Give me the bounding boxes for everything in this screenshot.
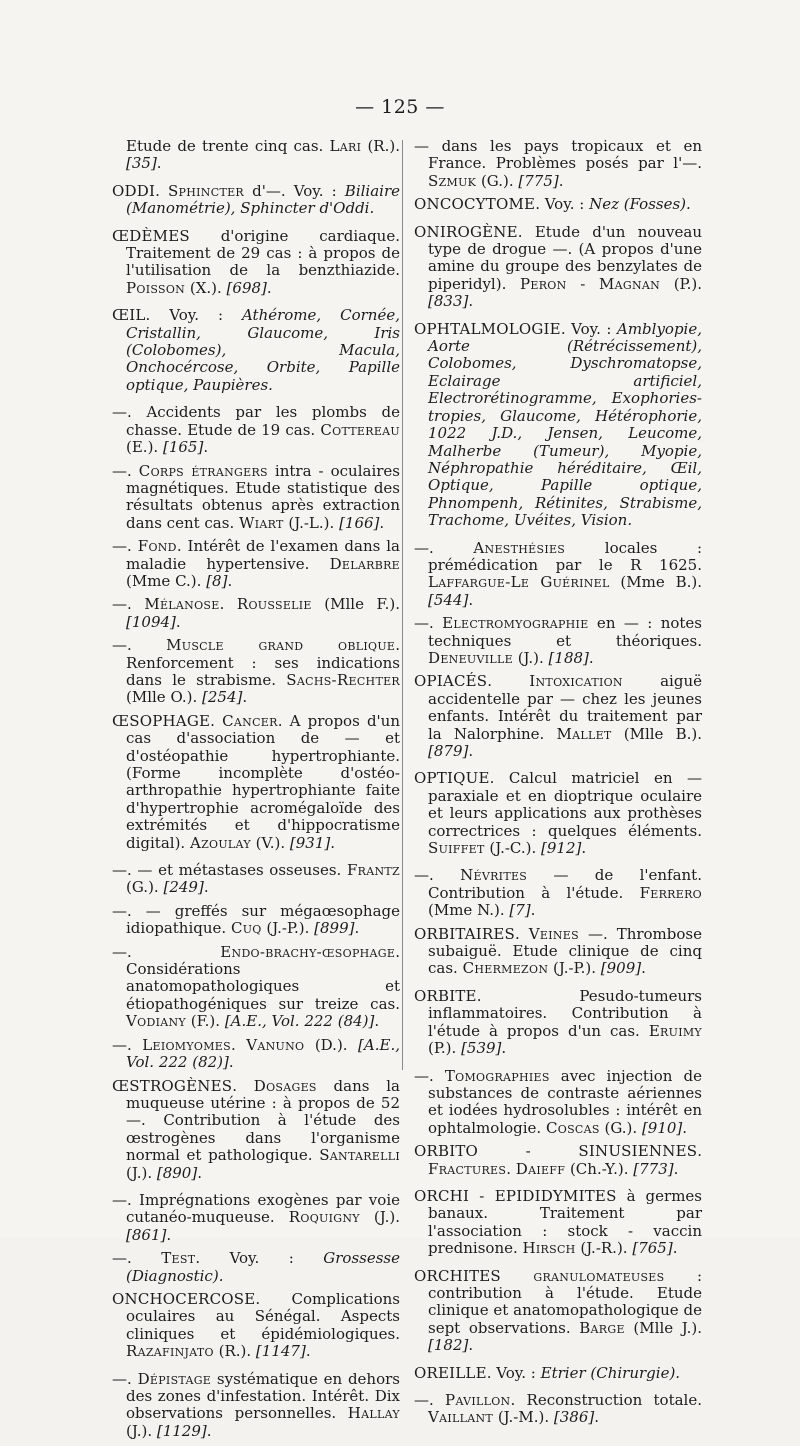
- entry-text: —. Accidents par les plombs de chasse. Etude de 19 cas.: [112, 403, 400, 439]
- entry-smallcaps-text: Leiomyomes: [142, 1035, 231, 1054]
- index-entry: [414, 1365, 702, 1382]
- index-subentry: [112, 1371, 400, 1441]
- entry-italic-text: [544]: [428, 590, 469, 609]
- entry-smallcaps-text: Eruimy: [648, 1021, 702, 1040]
- entry-text: avec injection de substances de contraste aériennes et iodées hydrosolubles : intérêt en ophtalmologie.: [428, 1066, 702, 1137]
- entry-text: (J.-P.).: [261, 919, 315, 938]
- entry-italic-text: [775]: [518, 171, 559, 190]
- entry-text: .: [673, 1159, 679, 1178]
- entry-text: .: [501, 1039, 507, 1058]
- index-entry: [414, 673, 702, 760]
- entry-headword: ORBITE: [414, 986, 477, 1005]
- entry-smallcaps-text: Suiffet: [428, 839, 485, 858]
- entry-text: .: [242, 688, 248, 707]
- entry-headword: ŒIL: [112, 306, 146, 325]
- entry-italic-text: [698]: [226, 278, 267, 297]
- entry-smallcaps-text: Chermezon: [462, 959, 549, 978]
- entry-text: (Mlle J.).: [624, 1318, 702, 1337]
- entry-text: Etude de trente cinq cas.: [126, 137, 330, 155]
- entry-text: —. — greffés sur mégaœsophage idiopathique.: [112, 901, 400, 938]
- entry-text: —.: [112, 942, 221, 961]
- entry-text: .: [588, 648, 594, 667]
- entry-headword: OPTIQUE: [414, 769, 490, 788]
- entry-italic-text: [765]: [632, 1239, 673, 1258]
- entry-italic-text: [861]: [126, 1225, 167, 1244]
- entry-text: . Reconstruction totale.: [510, 1391, 702, 1409]
- entry-smallcaps-text: Hirsch: [522, 1239, 576, 1258]
- entry-text: —.: [414, 614, 443, 633]
- entry-italic-text: Athérome, Cornée, Cristallin, Glaucome, Iris (Colobomes), Macula, Onchocércose, Orbite, Papille optique, Paupières.: [126, 306, 400, 394]
- entry-text: .: [468, 292, 474, 311]
- entry-text: locales : prémédication par le R 1625.: [428, 538, 702, 574]
- entry-smallcaps-text: Mallet: [556, 724, 612, 743]
- index-entry: [414, 196, 702, 213]
- entry-italic-text: [1129]: [156, 1421, 207, 1440]
- entry-italic-text: [909]: [600, 959, 642, 978]
- entry-smallcaps-text: Magnan: [598, 274, 661, 293]
- entry-text: —.: [112, 1249, 162, 1268]
- entry-text: .: [330, 833, 336, 852]
- entry-text: — de l'enfant. Contribution à l'étude.: [428, 866, 702, 902]
- entry-text: . Voy. :: [560, 319, 617, 338]
- index-subentry: [112, 944, 400, 1031]
- entry-text: . Etude d'un nouveau type de drogue —. (A propos d'une amine du groupe des benzylates de piperidyl).: [428, 222, 702, 293]
- index-subentry: [112, 903, 400, 938]
- entry-text: .: [641, 959, 646, 978]
- entry-text: dans la muqueuse utérine : à propos de 52 —. Contribution à l'étude des œstrogènes dans l'organisme normal et pathologique.: [126, 1076, 400, 1165]
- entry-text: . Renforcement : ses indications dans le strabisme.: [126, 636, 400, 689]
- entry-text: —. Thrombose subaiguë. Etude clinique de cinq cas.: [428, 924, 702, 978]
- entry-text: (G.).: [476, 171, 519, 190]
- entry-text: (J.-P.).: [548, 959, 601, 978]
- entry-text: —.: [112, 595, 145, 614]
- index-entry: [112, 307, 400, 394]
- index-subentry: [112, 862, 400, 897]
- entry-smallcaps-text: Cuq: [230, 919, 262, 938]
- entry-smallcaps-text: Muscle grand oblique: [166, 636, 396, 655]
- entry-smallcaps-text: Szmuk: [428, 171, 477, 190]
- entry-italic-text: Amblyopie, Aorte (Rétrécissement), Colobomes, Dyschromatopse, Eclairage artificiel, Electrorétinogramme, Exophories-tropies, Glaucome, Hétérophorie, 1022 J.D., Jensen, Leucome, Malherbe (Tumeur), Myopie, Néphropathie héréditaire, Œil, Optique, Papille optique, Phnompenh, Rétinites, Strabisme, Trachome, Uvéites, Vision.: [428, 319, 702, 530]
- entry-text: . Voy. :: [145, 306, 242, 325]
- entry-headword: ORBITO - SINUSIENNES: [414, 1142, 698, 1161]
- index-entry: [414, 1188, 702, 1258]
- entry-text: (Ch.-Y.).: [565, 1159, 634, 1178]
- entry-smallcaps-text: granulomateuses: [533, 1266, 665, 1285]
- entry-italic-text: [912]: [541, 839, 582, 858]
- entry-text: —.: [414, 538, 474, 557]
- index-subentry: [112, 1192, 400, 1244]
- entry-italic-text: [833]: [428, 292, 469, 311]
- index-entry: [112, 228, 400, 298]
- index-entry: [414, 988, 702, 1058]
- entry-smallcaps-text: Mélanose: [144, 595, 220, 614]
- index-subentry: [414, 138, 702, 190]
- entry-text: (X.).: [185, 278, 227, 297]
- index-subentry: [414, 540, 702, 610]
- entry-smallcaps-text: Intoxication: [529, 672, 623, 691]
- index-entry: [112, 713, 400, 852]
- entry-smallcaps-text: Tomographies: [444, 1066, 550, 1085]
- entry-text: . Intérêt de l'examen dans la maladie hypertensive.: [126, 537, 400, 573]
- entry-italic-text: [931]: [289, 833, 331, 852]
- entry-headword: ODDI: [112, 181, 156, 200]
- entry-italic-text: Biliaire (Manométrie), Sphincter d'Oddi.: [126, 181, 400, 218]
- entry-smallcaps-text: Frantz: [346, 861, 400, 880]
- entry-italic-text: [A.E., Vol. 222 (84)]: [224, 1012, 375, 1031]
- entry-text: .: [379, 513, 385, 532]
- entry-smallcaps-text: Vanuno: [246, 1035, 305, 1054]
- entry-text: .: [468, 590, 474, 609]
- entry-text: en — : notes techniques et théoriques.: [428, 614, 702, 650]
- entry-smallcaps-text: Sphincter: [167, 181, 244, 200]
- entry-headword: ORCHITES: [414, 1266, 501, 1285]
- entry-smallcaps-text: Ferrero: [639, 883, 702, 902]
- entry-smallcaps-text: Azoulay: [189, 833, 251, 852]
- entry-smallcaps-text: Fond: [137, 537, 177, 556]
- entry-smallcaps-text: Electromyographie: [442, 614, 589, 633]
- entry-italic-text: [910]: [641, 1118, 683, 1137]
- index-subentry: [112, 637, 400, 707]
- index-subentry: [414, 1068, 702, 1138]
- entry-smallcaps-text: Corps étrangers: [138, 461, 268, 480]
- entry-text: —.: [112, 1035, 143, 1054]
- entry-italic-text: [35]: [126, 154, 157, 173]
- entry-text: . Complications oculaires au Sénégal. Aspects cliniques et épidémiologiques.: [126, 1289, 400, 1343]
- entry-text: —.: [112, 537, 138, 556]
- entry-text: (G.).: [599, 1118, 642, 1137]
- entry-text: —.: [112, 461, 139, 480]
- index-entry: [414, 926, 702, 978]
- entry-text: . Calcul matriciel en — paraxiale et en dioptrique oculaire et leurs applications aux prothèses correctrices : quelques éléments.: [428, 769, 702, 840]
- entry-italic-text: [182]: [428, 1336, 469, 1355]
- entry-text: d'origine cardiaque. Traitement de 29 cas : à propos de l'utilisation de la benzthiazide.: [126, 226, 400, 280]
- entry-text: .: [219, 595, 237, 614]
- entry-italic-text: Grossesse (Diagnostic).: [126, 1249, 400, 1285]
- entry-text: (J.).: [512, 648, 549, 667]
- entry-text: .: [468, 742, 474, 760]
- entry-headword: ŒSTROGÈNES: [112, 1076, 233, 1095]
- entry-smallcaps-text: Anesthésies: [473, 538, 566, 557]
- entry-smallcaps-text: Barge: [579, 1318, 625, 1337]
- entry-smallcaps-text: Vodiany: [126, 1012, 186, 1031]
- entry-smallcaps-text: Hallay: [347, 1404, 400, 1423]
- entry-headword: ONIROGÈNE: [414, 222, 518, 241]
- entry-smallcaps-text: Vaillant: [428, 1408, 494, 1427]
- entry-text: .: [203, 438, 209, 457]
- entry-smallcaps-text: Cancer: [222, 711, 278, 730]
- entry-italic-text: [8]: [206, 571, 228, 590]
- index-subentry: [112, 463, 400, 533]
- entry-headword: ONCOCYTOME: [414, 195, 536, 214]
- entry-text: .: [305, 1342, 311, 1361]
- entry-headword: OPIACÉS: [414, 672, 488, 691]
- entry-text: intra - oculaires magnétiques. Etude statistique des résultats obtenus après extraction dans cent cas.: [126, 461, 400, 532]
- entry-text: . Considérations anatomopathologiques et étiopathogéniques sur treize cas.: [126, 942, 400, 1013]
- index-entry: [414, 1143, 702, 1178]
- left-column: [112, 138, 400, 1446]
- entry-text: .: [558, 171, 564, 190]
- entry-text: .: [506, 1159, 516, 1178]
- entry-text: .: [210, 711, 223, 730]
- entry-smallcaps-text: Veines: [528, 924, 579, 943]
- entry-smallcaps-text: Test: [161, 1249, 196, 1268]
- entry-text: [501, 1267, 533, 1285]
- index-entry: [414, 321, 702, 530]
- entry-text: (J.-L.).: [283, 513, 340, 532]
- entry-text: aiguë accidentelle par — chez les jeunes enfants. Intérêt du traitement par la Nalorphine.: [428, 672, 702, 743]
- entry-text: .: [228, 1053, 234, 1072]
- index-subentry: [414, 615, 702, 667]
- entry-headword: ŒSOPHAGE: [112, 711, 211, 730]
- entry-italic-text: [7]: [509, 901, 531, 920]
- entry-italic-text: [166]: [339, 513, 380, 532]
- entry-italic-text: [890]: [156, 1163, 198, 1182]
- entry-italic-text: [188]: [548, 648, 589, 667]
- entry-text: (Mme C.).: [126, 571, 207, 590]
- entry-text: (E.).: [126, 438, 163, 457]
- entry-smallcaps-text: Névrites: [460, 866, 528, 885]
- entry-text: . Voy. :: [535, 195, 590, 214]
- entry-text: .: [374, 1012, 380, 1031]
- entry-smallcaps-text: Poisson: [126, 278, 186, 297]
- entry-text: systématique en dehors des zones d'infestation. Intérêt. Dix observations personnelles.: [126, 1369, 400, 1423]
- entry-text: — dans les pays tropicaux et en France. Problèmes posés par l'—.: [414, 137, 702, 173]
- entry-headword: ORCHI - EPIDIDYMITES: [414, 1186, 617, 1205]
- entry-text: .: [206, 1421, 212, 1440]
- entry-headword: OREILLE: [414, 1363, 487, 1382]
- entry-text: .: [197, 1163, 202, 1182]
- entry-smallcaps-text: Sachs-Rechter: [286, 670, 400, 689]
- entry-headword: ONCHOCERCOSE: [112, 1289, 256, 1308]
- entry-italic-text: Etrier (Chirurgie).: [540, 1363, 681, 1382]
- entry-italic-text: [879]: [428, 742, 469, 760]
- index-entry: [414, 770, 702, 857]
- entry-text: (V.).: [250, 833, 290, 852]
- entry-smallcaps-text: Wiart: [238, 513, 284, 532]
- entry-text: . Pesudo-tumeurs inflammatoires. Contribution à l'étude à propos d'un cas.: [428, 986, 702, 1040]
- entry-text: .: [166, 1225, 172, 1244]
- entry-italic-text: [1147]: [255, 1342, 306, 1361]
- entry-text: .: [156, 154, 162, 173]
- entry-smallcaps-text: Laffargue-Le Guérinel: [428, 573, 610, 592]
- entry-text: —. Imprégnations exogènes par voie cutanéo-muqueuse.: [112, 1190, 400, 1227]
- entry-text: —. — et métastases osseuses.: [112, 861, 347, 880]
- entry-smallcaps-text: Fractures: [428, 1159, 507, 1178]
- entry-smallcaps-text: Roquigny: [288, 1208, 360, 1227]
- entry-text: .: [354, 919, 360, 938]
- index-entry: [112, 183, 400, 218]
- entry-text: —.: [112, 636, 167, 655]
- entry-text: .: [468, 1336, 474, 1355]
- entry-smallcaps-text: Pavillon: [445, 1391, 511, 1409]
- entry-italic-text: [773]: [633, 1159, 674, 1178]
- entry-text: d'—. Voy. :: [244, 181, 345, 200]
- entry-smallcaps-text: Deneuville: [428, 648, 513, 667]
- entry-italic-text: [165]: [162, 438, 204, 457]
- entry-italic-text: [539]: [461, 1039, 502, 1058]
- entry-text: .: [682, 1118, 688, 1137]
- index-subentry: [112, 1037, 400, 1072]
- entry-text: —.: [414, 1066, 445, 1085]
- entry-text: : contribution à l'étude. Etude clinique et anatomopathologique de sept observations.: [428, 1266, 702, 1337]
- entry-text: à germes banaux. Traitement par l'association : stock - vaccin prednisone.: [428, 1186, 702, 1258]
- entry-text: (G.).: [126, 878, 164, 897]
- entry-headword: ŒDÈMES: [112, 226, 190, 245]
- entry-text: . Voy. :: [195, 1249, 324, 1268]
- entry-text: (J.-C.).: [484, 839, 542, 858]
- entry-text: .: [230, 1035, 247, 1054]
- entry-text: (Mlle F.).: [311, 595, 400, 614]
- entry-smallcaps-text: Coscas: [545, 1118, 600, 1137]
- index-entry: [414, 224, 702, 311]
- entry-text: (J.).: [359, 1208, 401, 1227]
- entry-italic-text: [254]: [202, 688, 243, 707]
- entry-text: (D.).: [304, 1035, 359, 1054]
- entry-text: —.: [112, 1369, 138, 1388]
- entry-text: .: [697, 1142, 702, 1161]
- entry-text: (J.-R.).: [575, 1239, 633, 1258]
- entry-text: .: [515, 924, 529, 943]
- entry-smallcaps-text: Razafinjato: [126, 1342, 214, 1361]
- entry-smallcaps-text: Endo-brachy-œsophage: [220, 942, 396, 961]
- entry-text: (Mme B.).: [609, 573, 702, 592]
- entry-italic-text: [899]: [314, 919, 355, 938]
- entry-text: .: [232, 1076, 254, 1095]
- entry-italic-text: [1094]: [126, 612, 176, 631]
- entry-italic-text: [249]: [163, 878, 204, 897]
- entry-text: (R.).: [361, 137, 400, 155]
- entry-text: .: [155, 181, 168, 200]
- index-subentry: [414, 867, 702, 919]
- entry-text: -: [566, 274, 599, 293]
- entry-text: .: [175, 612, 181, 631]
- entry-smallcaps-text: Dépistage: [137, 1369, 212, 1388]
- entry-text: —.: [414, 1391, 446, 1409]
- entry-text: .: [672, 1239, 678, 1258]
- entry-italic-text: [A.E., Vol. 222 (82)]: [126, 1035, 400, 1072]
- entry-text: . A propos d'un cas d'association de — et d'ostéopathie hypertrophiante. (Forme incomplète d'ostéo-arthropathie hypertrophiante faite d'hypertrophie acromégaloïde des extrémités et d'hippocratisme digital).: [126, 711, 400, 852]
- entry-smallcaps-text: Lari: [329, 137, 362, 155]
- entry-smallcaps-text: Rousselie: [236, 595, 312, 614]
- entry-text: (J.).: [126, 1163, 157, 1182]
- entry-text: .: [203, 878, 209, 897]
- index-entry: [112, 1291, 400, 1361]
- entry-text: (J.-M.).: [493, 1408, 554, 1427]
- entry-text: .: [487, 672, 530, 691]
- index-subentry: [112, 138, 400, 173]
- index-subentry: [112, 538, 400, 590]
- entry-text: .: [530, 901, 536, 920]
- entry-smallcaps-text: Peron: [520, 274, 567, 293]
- entry-headword: ORBITAIRES: [414, 924, 516, 943]
- entry-smallcaps-text: Cottereau: [320, 420, 400, 439]
- entry-text: (J.).: [126, 1421, 157, 1440]
- entry-smallcaps-text: Delarbre: [329, 554, 400, 573]
- entry-headword: OPHTALMOLOGIE: [414, 319, 561, 338]
- page-number: — 125 —: [355, 96, 445, 118]
- entry-smallcaps-text: Dosages: [253, 1076, 317, 1095]
- entry-text: .: [594, 1408, 599, 1427]
- index-entry: [414, 1268, 702, 1355]
- entry-text: (P.).: [428, 1039, 462, 1058]
- entry-text: .: [227, 571, 233, 590]
- entry-text: (Mlle B.).: [611, 724, 702, 743]
- entry-italic-text: [386]: [553, 1408, 595, 1427]
- entry-smallcaps-text: Daieff: [515, 1159, 566, 1178]
- entry-smallcaps-text: Santarelli: [319, 1146, 400, 1165]
- column-divider: [402, 140, 403, 1070]
- index-entry: [112, 1078, 400, 1182]
- entry-italic-text: Nez (Fosses).: [589, 195, 691, 214]
- index-subentry: [112, 596, 400, 631]
- entry-text: —.: [414, 866, 461, 885]
- entry-text: (Mme N.).: [428, 901, 510, 920]
- entry-text: (Mlle O.).: [126, 688, 203, 707]
- entry-text: . Voy. :: [486, 1363, 541, 1382]
- index-subentry: [112, 404, 400, 456]
- entry-text: (R.).: [213, 1342, 256, 1361]
- index-subentry: [414, 1392, 702, 1427]
- entry-text: .: [266, 278, 272, 297]
- index-subentry: [112, 1250, 400, 1285]
- entry-text: .: [581, 839, 587, 858]
- entry-text: (F.).: [185, 1012, 225, 1031]
- entry-text: (P.).: [660, 274, 702, 293]
